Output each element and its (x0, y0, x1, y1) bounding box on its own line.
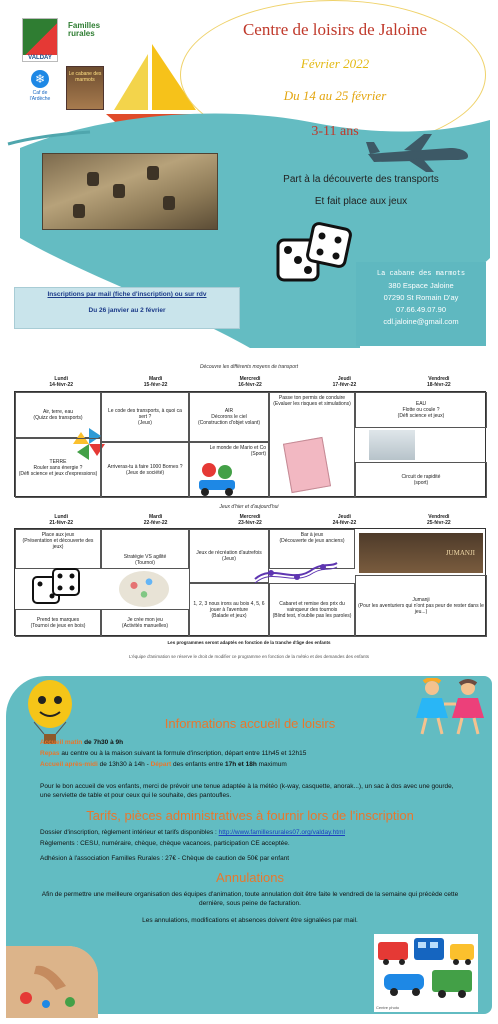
photo-credit: Centre photo (376, 1005, 400, 1010)
week1-schedule (14, 391, 486, 497)
day-header: Mercredi 16-févr-22 (238, 376, 262, 388)
day-header: Jeudi 24-févr-22 (332, 514, 357, 526)
dice-icon (276, 222, 352, 286)
cell-fri-am: EAU Flotte ou coule ? (Défi science et jeux) (355, 392, 487, 428)
period-month: Février 2022 (300, 56, 370, 71)
mario-kart-image (195, 460, 239, 496)
cell-wed-am: Jeux de récréation d'autrefois (Jeux) (189, 529, 269, 583)
contact-address2: 07290 St Romain D'ay (383, 293, 459, 302)
cell-thu: Passe ton permis de conduire (Evaluer les risques et simulations) (269, 392, 355, 498)
valday-logo: VALDAY (22, 18, 58, 62)
cell-tue-pm: Arriveras-tu à faire 1000 Bornes ? (Jeux de société) (101, 442, 189, 498)
day-header: Mardi 15-févr-22 (143, 376, 168, 388)
age-range: 3-11 ans (311, 124, 359, 139)
inscription-box (14, 287, 240, 329)
contact-address1: 380 Espace Jaloine (388, 281, 454, 290)
theme-week1: Part à la découverte des transports (283, 174, 439, 185)
cell-mon-am: Air, terre, eau (Quizz des transports) (15, 392, 101, 438)
modification-note: L'équipe d'animation se réserve le droit de modifier ce programme en fonction de la météo et des demandes des enfants (128, 654, 370, 659)
board-game-photo (42, 153, 218, 230)
page-title: Centre de loisirs de Jaloine (242, 20, 428, 39)
cell-thu-pm: Cabaret et remise des prix du vainqueur des tournois (Blind test, n'oublie pas les paroles) (269, 583, 355, 637)
website-link[interactable]: http://www.famillesrurales07.org/valday.html (218, 829, 345, 836)
cell-mon-pm: TERRE Rouler sans énergie ? (Défi science et jeux d'expressions) (15, 438, 101, 498)
caf-logo: ❄ Caf de l'Ardèche (24, 70, 56, 112)
inscription-method: Inscriptions par mail (fiche d'inscription) ou sur rdv (47, 291, 207, 298)
cell-mon-pm: Prend tes marques (Tournoi de jeux en bois) (15, 609, 101, 637)
age-adaptation-note: Les programmes seront adaptés en fonction de la tranche d'âge des enfants (167, 640, 331, 645)
day-header: Vendredi 25-févr-22 (427, 514, 451, 526)
week1-days-header (14, 376, 486, 388)
cell-wed-pm: 1, 2, 3 nous irons au bois 4, 5, 6 jouer à l'aventure (Balade et jeux) (189, 583, 269, 637)
day-header: Mardi 22-févr-22 (143, 514, 168, 526)
contact-box (356, 262, 486, 346)
outfit-advice: Pour le bon accueil de vos enfants, merci de prévoir une tenue adaptée à la météo (k-way, casquette, anorak...), un sac à dos avec une gourde, une serviette de table et pour ceux qui le souhaite, des pantoufles. (40, 783, 454, 799)
cell-tue-am: Le code des transports, à quoi ca sert ? (Jeux) (101, 392, 189, 442)
cell-tue-am: Stratégie VS agilité (Tournoi) (101, 529, 189, 569)
cancel-notice: Les annulations, modifications et absences doivent être signalées par mail. (142, 917, 358, 924)
vehicles-icon (374, 934, 478, 1004)
period-dates: Du 14 au 25 février (283, 88, 387, 103)
day-header: Lundi 21-févr-22 (49, 514, 74, 526)
jumanji-board-image: JUMANJI (359, 533, 483, 573)
handmade-game-image (119, 571, 169, 607)
cell-fri-pm: Circuit de rapidité (sport) (355, 462, 487, 498)
contact-phone: 07.66.49.07.90 (395, 305, 447, 314)
week2-days-header (14, 514, 486, 526)
day-header: Mercredi 23-févr-22 (238, 514, 262, 526)
airplane-icon (364, 130, 474, 174)
cancel-policy: Afin de permettre une meilleure organisation des équipes d'animation, toute annulation doit être faite le vendredi de la semaine qui précède cette dernière, sous peine de facturation. (41, 891, 459, 907)
driving-license-image (283, 437, 331, 493)
week2-schedule (14, 528, 486, 636)
cell-wed-am: AIR Décorons le ciel (Construction d'objet volant) (189, 392, 269, 442)
vehicles-illustration (374, 934, 478, 1012)
theme-week2: Et fait place aux jeux (314, 196, 408, 207)
day-header: Vendredi 18-févr-22 (427, 376, 451, 388)
cell-tue-pm: Je crée mon jeu (Activités manuelles) (101, 609, 189, 637)
admin-documents: Dossier d'inscription, règlement intérieur et tarifs disponibles : http://www.famillesrurales07.org/valday.html (40, 829, 345, 836)
dice-icon (31, 567, 83, 607)
cancel-title: Annulations (216, 870, 284, 885)
membership-fee: Adhésion à l'association Familles Rurales : 27€ - Chèque de caution de 50€ par enfant (40, 855, 290, 862)
cell-wed-pm: Le monde de Mario et Co (Sport) (189, 442, 269, 498)
day-header: Lundi 14-févr-22 (49, 376, 74, 388)
week1-caption: Découvre les différents moyens de transport (199, 364, 299, 370)
info-title: Informations accueil de loisirs (164, 716, 336, 731)
cabane-marmots-logo: Le cabane des marmots (66, 66, 104, 110)
cell-thu-am: Bar à jeux (Découverte de jeux anciens) (269, 529, 355, 569)
cell-fri: Jumanji (Pour les aventuriers qui n'ont pas peur de rester dans le jeu...) (355, 575, 487, 637)
inscription-dates: Du 26 janvier au 2 février (88, 307, 166, 314)
meal-info: Repas au centre ou à la maison suivant la formule d'inscription, départ entre 11h45 et 12h15 (40, 750, 307, 757)
contact-email[interactable]: cdl.jaloine@gmail.com (383, 317, 459, 326)
water-glasses-image (369, 430, 415, 460)
snowflake-icon: ❄ (31, 70, 49, 88)
contact-name: La cabane des marmots (376, 270, 466, 278)
admin-title: Tarifs, pièces administratives à fournir lors de l'inscription (86, 808, 414, 823)
cell-mon-am: Place aux jeux (Présentation et découverte des jeux) (15, 529, 101, 569)
day-header: Jeudi 17-févr-22 (332, 376, 357, 388)
familles-rurales-logo: Familles rurales (68, 22, 108, 58)
payment-methods: Règlements : CESU, numéraire, chèque, chèque vacances, participation CE acceptée. (40, 840, 290, 847)
sand-play-photo (6, 946, 98, 1018)
afternoon-hours: Accueil après-midi de 13h30 à 14h - Départ des enfants entre 17h et 18h maximum (40, 761, 287, 768)
week2-caption: Jeux d'hier et d'aujourd'hui (219, 504, 279, 510)
morning-hours: Accueil matin de 7h30 à 9h (40, 739, 124, 746)
